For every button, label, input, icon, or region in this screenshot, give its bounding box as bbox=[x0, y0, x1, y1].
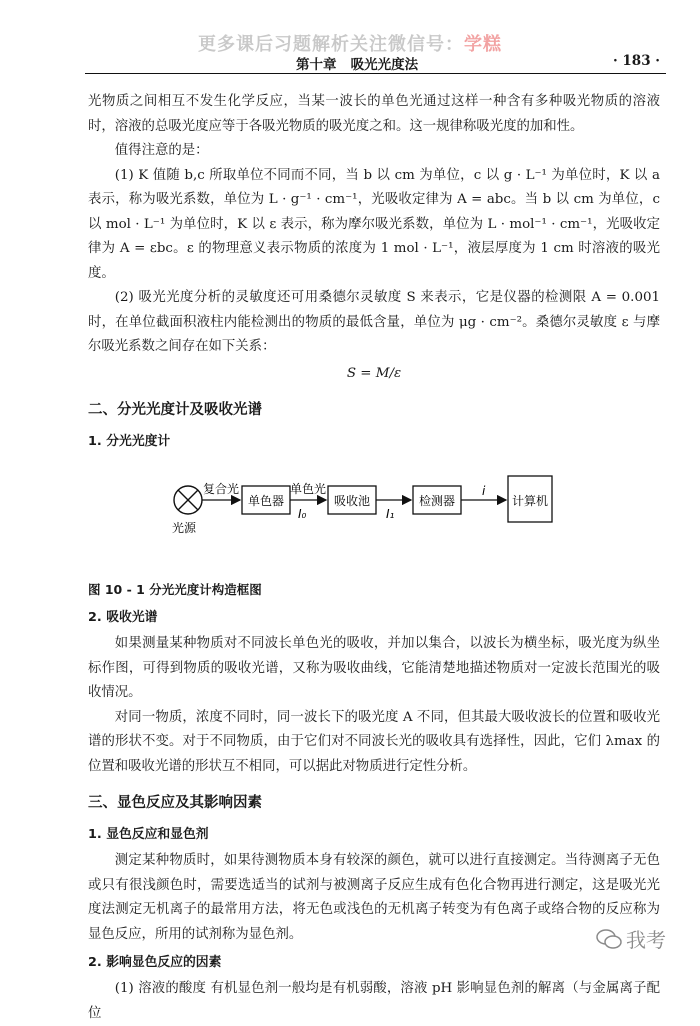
paragraph-acidity: (1) 溶液的酸度 有机显色剂一般均是有机弱酸，溶液 pH 影响显色剂的解离（与金属离子配位 bbox=[88, 981, 660, 1021]
label-signal-i: i bbox=[482, 484, 486, 498]
corner-logo-text: 我考 bbox=[626, 928, 666, 952]
page-number: · 183 · bbox=[613, 53, 660, 69]
label-absorption-cell: 吸收池 bbox=[333, 494, 371, 508]
label-light-source: 光源 bbox=[172, 521, 197, 535]
paragraph-qualitative-analysis: 对同一物质，浓度不同时，同一波长下的吸光度 A 不同，但其最大吸收波长的位置和吸收光谱的形状不变。对于不同物质，由于它们对不同波长光的吸收具有选择性，因此，它们 λmax 的位置和吸收光谱的形状互不相同，可以据此对物质进行定性分析。 bbox=[88, 709, 660, 774]
paragraph-absorption-spectrum: 如果测量某种物质对不同波长单色光的吸收，并加以集合，以波长为横坐标，吸光度为纵坐标作图，可得到物质的吸收光谱，又称为吸收曲线，它能清楚地描述物质对一定波长范围光的吸收情况。 bbox=[88, 636, 660, 700]
figure-block-diagram bbox=[88, 460, 660, 578]
subsection-absorption-spectrum: 2. 吸收光谱 bbox=[88, 610, 158, 625]
label-i1: I₁ bbox=[386, 507, 395, 521]
paragraph-note-1: (1) K 值随 b,c 所取单位不同而不同，当 b 以 cm 为单位，c 以 g · L⁻¹ 为单位时，K 以 a 表示，称为吸光系数，单位为 L · g⁻¹ · cm⁻¹，光吸收定律为 A = abc。当 b 以 cm 为单位，c 以 mol · L⁻¹ 为单位时，K 以 ε 表示，称为摩尔吸光系数，单位为 L · mol⁻¹ · cm⁻¹，光吸收定律为 A = εbc。ε 的物理意义表示物质的浓度为 1 mol · L⁻¹，液层厚度为 1 cm 时溶液的吸光度。 bbox=[88, 167, 660, 281]
label-i0: I₀ bbox=[298, 507, 307, 521]
running-head bbox=[0, 53, 700, 77]
section-title-spectrophotometer: 二、分光光度计及吸收光谱 bbox=[88, 402, 262, 418]
watermark-text: 更多课后习题解析关注微信号： bbox=[198, 34, 464, 55]
page-body bbox=[88, 90, 660, 1026]
chapter-title: 第十章 吸光光度法 bbox=[296, 57, 419, 73]
subsection-color-reagent: 1. 显色反应和显色剂 bbox=[88, 827, 209, 842]
corner-logo bbox=[596, 924, 666, 953]
subsection-influencing-factors: 2. 影响显色反应的因素 bbox=[88, 955, 222, 970]
figure-caption: 图 10 - 1 分光光度计构造框图 bbox=[88, 582, 262, 597]
paragraph-additivity: 光物质之间相互不发生化学反应，当某一波长的单色光通过这样一种含有多种吸光物质的溶液时，溶液的总吸光度应等于各吸光物质的吸光度之和。这一规律称吸光度的加和性。 bbox=[88, 94, 660, 134]
label-compound-light: 复合光 bbox=[203, 482, 240, 496]
label-monochromator: 单色器 bbox=[247, 494, 285, 508]
wechat-icon bbox=[596, 928, 622, 950]
label-detector: 检测器 bbox=[418, 494, 456, 508]
section-title-color-reaction: 三、显色反应及其影响因素 bbox=[88, 795, 262, 811]
block-diagram-svg bbox=[88, 460, 660, 578]
formula-sandell: S = M/ε bbox=[346, 365, 402, 381]
subsection-spectrophotometer: 1. 分光光度计 bbox=[88, 434, 171, 449]
header-rule bbox=[85, 73, 666, 74]
paragraph-note-intro: 值得注意的是： bbox=[114, 143, 209, 158]
watermark-name: 学糕 bbox=[464, 34, 502, 55]
paragraph-note-2: (2) 吸光光度分析的灵敏度还可用桑德尔灵敏度 S 来表示，它是仪器的检测限 A = 0.001 时，在单位截面积液柱内能检测出的物质的最低含量，单位为 μg · cm⁻²。桑德尔灵敏度 ε 与摩尔吸光系数之间存在如下关系： bbox=[88, 290, 660, 354]
label-mono-light: 单色光 bbox=[290, 482, 327, 496]
light-source-icon bbox=[174, 486, 202, 514]
paragraph-color-reaction: 测定某种物质时，如果待测物质本身有较深的颜色，就可以进行直接测定。当待测离子无色或只有很浅颜色时，需要选适当的试剂与被测离子反应生成有色化合物再进行测定，这是吸光光度法测定无机离子的最常用方法，将无色或浅色的无机离子转变为有色离子或络合物的反应称为显色反应，所用的试剂称为显色剂。 bbox=[88, 853, 660, 942]
label-computer: 计算机 bbox=[511, 494, 549, 508]
